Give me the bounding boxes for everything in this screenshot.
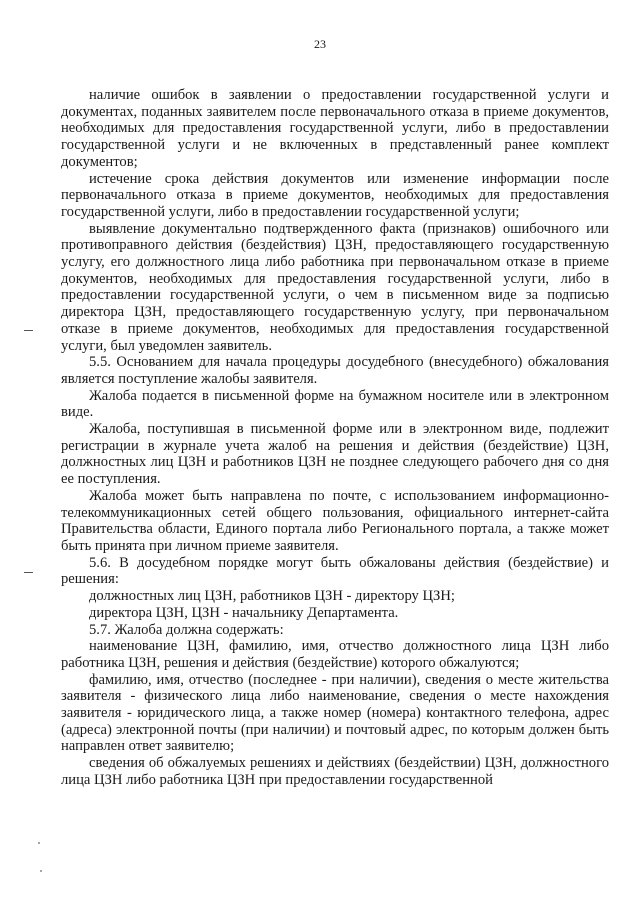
paragraph: наименование ЦЗН, фамилию, имя, отчество должностного лица ЦЗН либо работника ЦЗН, решения и действия (бездействие) которого обжалуются;	[61, 638, 609, 671]
paragraph: директора ЦЗН, ЦЗН - начальнику Департамента.	[89, 604, 399, 621]
paragraph: 5.6. В досудебном порядке могут быть обжалованы действия (бездействие) и решения:	[61, 554, 609, 588]
paragraph: Жалоба может быть направлена по почте, с использованием информационно-телекоммуникационных сетей общего пользования, официального интернет-сайта Правительства области, Единого портала либо Регионального портала, а также может быть принята при личном приеме заявителя.	[61, 487, 609, 554]
scan-speck	[40, 870, 42, 872]
margin-mark	[24, 572, 33, 573]
document-body	[61, 87, 609, 789]
margin-mark	[24, 330, 33, 331]
page-number: 23	[314, 37, 326, 51]
paragraph: наличие ошибок в заявлении о предоставлении государственной услуги и документах, поданных заявителем после первоначального отказа в приеме документов, необходимых для предоставления государственной услуги, либо в предоставлении государственной услуги и не включенных в представленный ранее комплект документов;	[61, 87, 609, 170]
paragraph: Жалоба, поступившая в письменной форме или в электронном виде, подлежит регистрации в журнале учета жалоб на решения и действия (бездействие) ЦЗН, должностных лиц ЦЗН и работников ЦЗН не позднее следующего рабочего дня со дня ее поступления.	[61, 421, 609, 488]
paragraph: истечение срока действия документов или изменение информации после первоначального отказа в приеме документов, необходимых для предоставления государственной услуги, либо в предоставлении государственной услуги;	[61, 170, 609, 220]
paragraph: сведения об обжалуемых решениях и действиях (бездействии) ЦЗН, должностного лица ЦЗН либо работника ЦЗН при предоставлении государственной	[61, 755, 609, 788]
paragraph: выявление документально подтвержденного факта (признаков) ошибочного или противоправного действия (бездействия) ЦЗН, предоставляющего государственную услугу, его должностного лица либо работника при первоначальном отказе в приеме документов, необходимых для предоставления государственной услуги, либо в предоставлении государственной услуги, о чем в письменном виде за подписью директора ЦЗН, предоставляющего государственную услугу, при первоначальном отказе в приеме документов, необходимых для предоставления государственной услуги, был уведомлен заявитель.	[61, 220, 609, 354]
paragraph: 5.5. Основанием для начала процедуры досудебного (внесудебного) обжалования является поступление жалобы заявителя.	[61, 354, 609, 387]
paragraph: фамилию, имя, отчество (последнее - при наличии), сведения о месте жительства заявителя - физического лица либо наименование, сведения о месте нахождения заявителя - юридического лица, а также номер (номера) контактного телефона, адрес (адреса) электронной почты (при наличии) и почтовый адрес, по которым должен быть направлен ответ заявителю;	[61, 671, 609, 755]
scan-speck	[38, 842, 40, 844]
paragraph: Жалоба подается в письменной форме на бумажном носителе или в электронном виде.	[61, 387, 609, 421]
paragraph: должностных лиц ЦЗН, работников ЦЗН - директору ЦЗН;	[89, 588, 455, 605]
paragraph: 5.7. Жалоба должна содержать:	[89, 621, 284, 638]
